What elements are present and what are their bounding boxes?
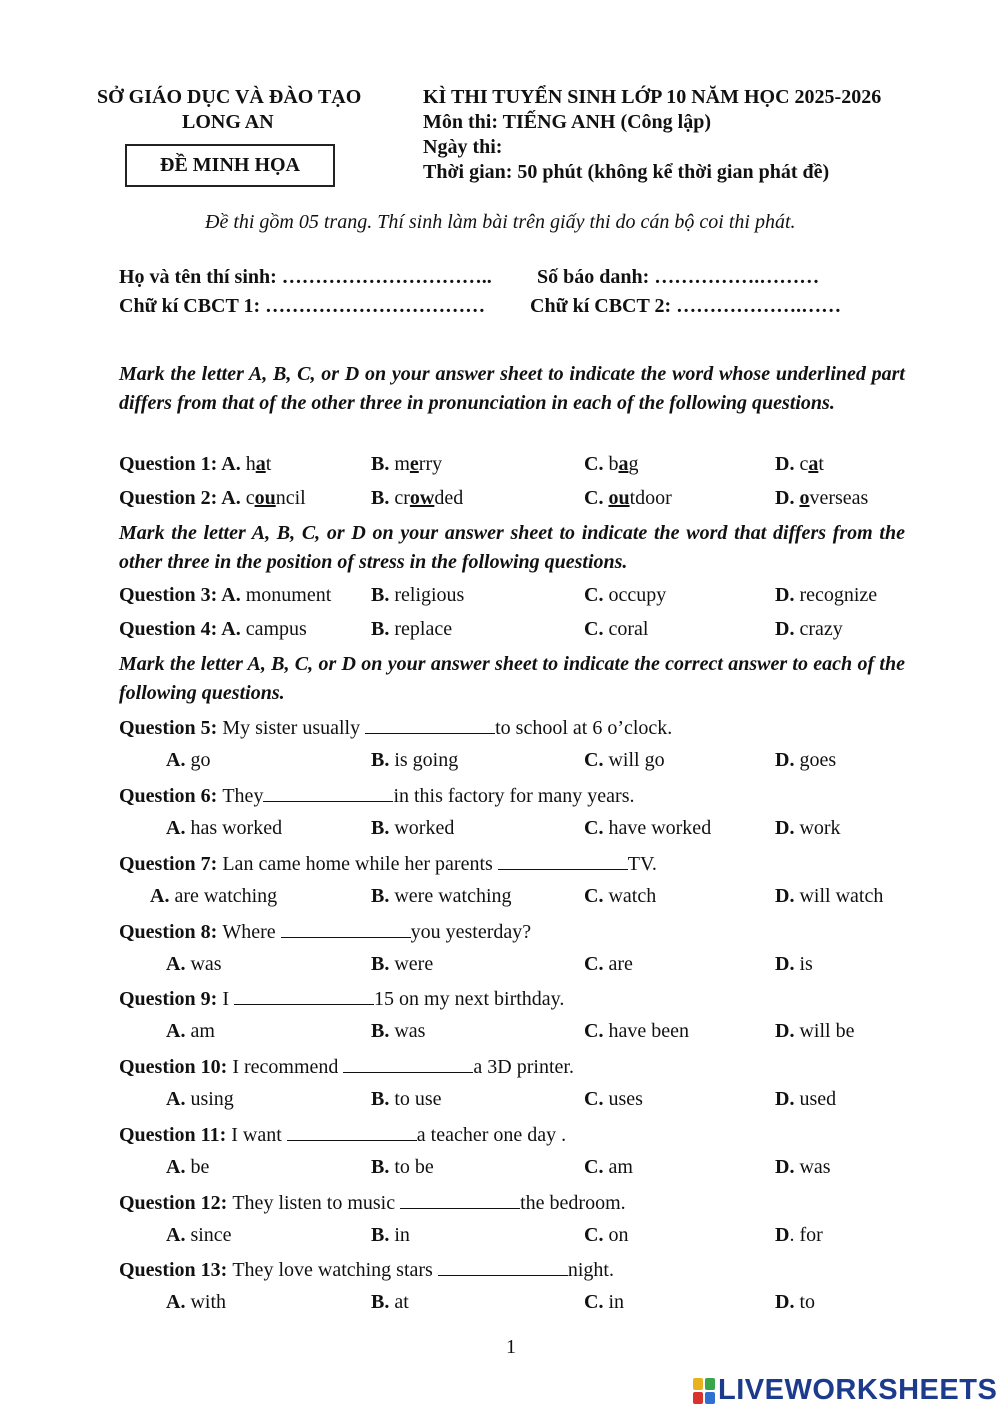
option-letter: D. <box>775 453 800 475</box>
option-letter: B. <box>371 885 395 907</box>
option-text: am <box>190 1020 215 1042</box>
proctor-signature-2: Chữ kí CBCT 2: ……………….…… <box>530 295 842 317</box>
answer-option <box>775 817 841 840</box>
underlined-sound: ow <box>409 487 435 509</box>
answer-blank[interactable] <box>438 1257 568 1276</box>
answer-option <box>775 1020 854 1043</box>
answer-option <box>166 1291 226 1314</box>
answer-option <box>371 817 454 840</box>
question-text: They <box>222 785 264 807</box>
exam-date: Ngày thi: <box>423 136 503 158</box>
option-text: campus <box>245 618 307 640</box>
answer-option <box>166 1224 232 1247</box>
question-stem <box>119 851 657 876</box>
question-option <box>371 453 442 476</box>
question-label: Question 10: <box>119 1056 233 1078</box>
answer-option <box>584 1224 628 1247</box>
answer-option <box>371 885 512 908</box>
question-stem <box>119 1054 574 1079</box>
option-letter: C. <box>584 885 609 907</box>
exam-note: Đề thi gồm 05 trang. Thí sinh làm bài trên giấy thi do cán bộ coi thi phát. <box>205 211 796 233</box>
question-label: Question 12: <box>119 1192 233 1214</box>
option-text: be <box>190 1156 210 1178</box>
option-text: were watching <box>394 885 512 907</box>
option-letter: A. <box>166 1291 191 1313</box>
option-letter: C. <box>584 1291 609 1313</box>
question-text: They listen to music <box>232 1192 401 1214</box>
question-label: Question 11: <box>119 1124 232 1146</box>
option-letter: B. <box>371 817 395 839</box>
option-letter: B. <box>371 618 395 640</box>
option-text: with <box>190 1291 227 1313</box>
option-letter: A. <box>166 749 191 771</box>
option-text: will go <box>608 749 665 771</box>
exam-duration: Thời gian: 50 phút (không kể thời gian phát đề) <box>423 161 830 183</box>
option-letter: A. <box>166 1088 191 1110</box>
question-option <box>584 453 638 476</box>
answer-option <box>166 817 282 840</box>
answer-blank[interactable] <box>263 783 393 802</box>
option-text: are watching <box>174 885 278 907</box>
question-text: Lan came home while her parents <box>222 853 498 875</box>
option-text: at <box>394 1291 409 1313</box>
option-letter: A. <box>166 953 191 975</box>
option-text: using <box>190 1088 234 1110</box>
option-text: has worked <box>190 817 283 839</box>
option-text: was <box>799 1156 831 1178</box>
option-text: have worked <box>608 817 712 839</box>
instruction-stress: Mark the letter A, B, C, or D on your answer sheet to indicate the word that differs from the other three in the position of stress in the following questions. <box>119 522 905 573</box>
question-option <box>584 487 672 510</box>
answer-blank[interactable] <box>234 986 374 1005</box>
answer-blank[interactable] <box>498 851 628 870</box>
option-letter: D. <box>775 749 800 771</box>
underlined-sound: ou <box>254 487 276 509</box>
option-text: to use <box>394 1088 442 1110</box>
answer-option <box>584 1020 689 1043</box>
option-letter: A. <box>221 584 246 606</box>
exam-title: KÌ THI TUYỂN SINH LỚP 10 NĂM HỌC 2025-2026 <box>423 86 882 108</box>
question-text: I want <box>231 1124 287 1146</box>
option-word: outdoor <box>608 487 672 509</box>
option-letter: D. <box>775 885 800 907</box>
option-word: merry <box>394 453 443 475</box>
instruction-correct-answer: Mark the letter A, B, C, or D on your answer sheet to indicate the correct answer to each of the following questions. <box>119 653 905 704</box>
option-text: monument <box>245 584 332 606</box>
option-word: crowded <box>394 487 464 509</box>
option-text: replace <box>394 618 453 640</box>
question-option <box>775 453 824 476</box>
answer-option <box>166 953 222 976</box>
option-letter: A. <box>150 885 175 907</box>
option-letter: C. <box>584 749 609 771</box>
question-text: I recommend <box>232 1056 344 1078</box>
answer-option <box>775 885 883 908</box>
answer-option <box>166 749 210 772</box>
liveworksheets-logo <box>693 1374 997 1407</box>
option-word: overseas <box>799 487 869 509</box>
option-text: are <box>608 953 633 975</box>
option-text: recognize <box>799 584 878 606</box>
question-text: a teacher one day . <box>416 1124 567 1146</box>
question-label: Question 5: <box>119 717 223 739</box>
option-text: uses <box>608 1088 643 1110</box>
question-label: Question 7: <box>119 853 223 875</box>
option-letter: C. <box>584 1088 609 1110</box>
question-option <box>584 584 666 607</box>
question-label: Question 4: <box>119 618 222 640</box>
option-text: coral <box>608 618 649 640</box>
answer-option <box>775 1291 815 1314</box>
question-text: to school at 6 o’clock. <box>495 717 673 739</box>
question-stem <box>119 1257 614 1282</box>
question-text: night. <box>567 1259 614 1281</box>
answer-option <box>166 1156 209 1179</box>
question-option <box>119 453 271 476</box>
answer-option <box>150 885 277 908</box>
option-letter: D <box>775 1224 790 1246</box>
question-label: Question 6: <box>119 785 223 807</box>
question-stem <box>119 919 531 944</box>
underlined-sound: a <box>808 453 819 475</box>
option-letter: A. <box>166 1020 191 1042</box>
question-option <box>119 618 307 641</box>
question-text: a 3D printer. <box>473 1056 574 1078</box>
question-option <box>371 487 463 510</box>
answer-option <box>584 1156 633 1179</box>
department-name: SỞ GIÁO DỤC VÀ ĐÀO TẠO <box>97 86 362 108</box>
answer-blank[interactable] <box>365 715 495 734</box>
question-option <box>775 584 877 607</box>
answer-option <box>584 953 633 976</box>
question-option <box>775 487 868 510</box>
answer-blank[interactable] <box>287 1122 417 1141</box>
option-letter: B. <box>371 1291 395 1313</box>
answer-blank[interactable] <box>400 1190 520 1209</box>
question-label: Question 1: <box>119 453 222 475</box>
option-letter: B. <box>371 453 395 475</box>
question-option <box>584 618 648 641</box>
option-letter: B. <box>371 1156 395 1178</box>
answer-option <box>166 1088 234 1111</box>
option-text: to <box>799 1291 816 1313</box>
question-text: the bedroom. <box>520 1192 626 1214</box>
answer-option <box>371 953 433 976</box>
answer-option <box>584 1291 624 1314</box>
sample-exam-badge: ĐỀ MINH HỌA <box>125 144 335 187</box>
option-text: have been <box>608 1020 689 1042</box>
answer-option <box>371 1020 425 1043</box>
question-text: Where <box>222 921 281 943</box>
option-letter: A. <box>166 1224 191 1246</box>
option-text: . for <box>789 1224 823 1246</box>
answer-option <box>584 817 711 840</box>
option-text: will watch <box>799 885 884 907</box>
option-text: on <box>608 1224 629 1246</box>
option-word: council <box>245 487 306 509</box>
option-letter: B. <box>371 953 395 975</box>
answer-option <box>775 1088 836 1111</box>
option-text: in <box>394 1224 410 1246</box>
question-text: 15 on my next birthday. <box>374 988 565 1010</box>
question-label: Question 8: <box>119 921 223 943</box>
option-letter: D. <box>775 1156 800 1178</box>
question-text: I <box>222 988 235 1010</box>
answer-option <box>775 953 813 976</box>
question-text: you yesterday? <box>410 921 532 943</box>
option-text: goes <box>799 749 837 771</box>
answer-blank[interactable] <box>343 1054 473 1073</box>
option-text: work <box>799 817 841 839</box>
answer-option <box>371 1291 409 1314</box>
option-letter: B. <box>371 1224 395 1246</box>
instruction-pronunciation: Mark the letter A, B, C, or D on your answer sheet to indicate the word whose underlined part differs from that of the other three in pronunciation in each of the following questions. <box>119 363 905 414</box>
answer-option <box>584 885 656 908</box>
question-label: Question 3: <box>119 584 222 606</box>
candidate-id-field: Số báo danh: …………….……… <box>537 266 820 288</box>
option-letter: D. <box>775 953 800 975</box>
province-name: LONG AN <box>182 111 274 133</box>
option-text: am <box>608 1156 633 1178</box>
question-stem <box>119 986 564 1011</box>
option-letter: B. <box>371 1088 395 1110</box>
option-letter: D. <box>775 1291 800 1313</box>
question-label: Question 9: <box>119 988 223 1010</box>
option-letter: A. <box>221 487 246 509</box>
option-text: were <box>394 953 434 975</box>
option-letter: A. <box>221 618 246 640</box>
underlined-sound: o <box>799 487 810 509</box>
question-label: Question 13: <box>119 1259 233 1281</box>
option-text: worked <box>394 817 455 839</box>
option-text: was <box>190 953 222 975</box>
option-letter: C. <box>584 618 609 640</box>
option-text: is <box>799 953 813 975</box>
page-number: 1 <box>506 1336 516 1358</box>
answer-option <box>371 749 458 772</box>
logo-text: LIVEWORKSHEETS <box>718 1374 998 1406</box>
option-letter: B. <box>371 749 395 771</box>
question-option <box>371 618 452 641</box>
option-letter: D. <box>775 817 800 839</box>
option-letter: D. <box>775 487 800 509</box>
option-letter: D. <box>775 618 800 640</box>
answer-option <box>775 749 836 772</box>
question-stem <box>119 783 634 808</box>
underlined-sound: ou <box>608 487 630 509</box>
option-letter: C. <box>584 1156 609 1178</box>
option-word: cat <box>799 453 824 475</box>
question-text: They love watching stars <box>232 1259 438 1281</box>
question-text: TV. <box>627 853 657 875</box>
option-letter: C. <box>584 584 609 606</box>
question-option <box>775 618 843 641</box>
option-letter: B. <box>371 1020 395 1042</box>
question-text: My sister usually <box>222 717 366 739</box>
option-letter: C. <box>584 1224 609 1246</box>
option-text: go <box>190 749 211 771</box>
underlined-sound: a <box>618 453 629 475</box>
option-letter: C. <box>584 487 609 509</box>
option-letter: C. <box>584 953 609 975</box>
question-option <box>119 584 331 607</box>
option-text: to be <box>394 1156 434 1178</box>
option-text: used <box>799 1088 837 1110</box>
option-letter: A. <box>166 1156 191 1178</box>
option-text: crazy <box>799 618 843 640</box>
proctor-signature-1: Chữ kí CBCT 1: …………………………… <box>119 295 486 317</box>
option-letter: C. <box>584 817 609 839</box>
option-text: since <box>190 1224 232 1246</box>
option-text: watch <box>608 885 657 907</box>
answer-option <box>775 1156 831 1179</box>
question-option <box>371 584 464 607</box>
question-option <box>119 487 306 510</box>
option-text: was <box>394 1020 426 1042</box>
option-letter: B. <box>371 487 395 509</box>
option-letter: B. <box>371 584 395 606</box>
candidate-name-field: Họ và tên thí sinh: ………………………….. <box>119 266 492 288</box>
option-text: occupy <box>608 584 667 606</box>
option-word: bag <box>608 453 639 475</box>
question-stem <box>119 1122 566 1147</box>
answer-option <box>775 1224 823 1247</box>
option-letter: C. <box>584 1020 609 1042</box>
underlined-sound: e <box>409 453 419 475</box>
exam-subject: Môn thi: TIẾNG ANH (Công lập) <box>423 111 712 133</box>
option-text: in <box>608 1291 625 1313</box>
answer-option <box>584 1088 643 1111</box>
question-stem <box>119 715 672 740</box>
logo-tiles-icon <box>693 1378 715 1404</box>
question-stem <box>119 1190 626 1215</box>
option-letter: D. <box>775 584 800 606</box>
option-text: religious <box>394 584 465 606</box>
answer-option <box>371 1156 434 1179</box>
option-letter: D. <box>775 1020 800 1042</box>
answer-option <box>371 1088 442 1111</box>
option-text: is going <box>394 749 459 771</box>
underlined-sound: a <box>255 453 266 475</box>
question-text: in this factory for many years. <box>393 785 635 807</box>
option-letter: A. <box>221 453 246 475</box>
option-letter: C. <box>584 453 609 475</box>
option-word: hat <box>245 453 272 475</box>
option-letter: D. <box>775 1088 800 1110</box>
question-label: Question 2: <box>119 487 222 509</box>
option-text: will be <box>799 1020 855 1042</box>
option-letter: A. <box>166 817 191 839</box>
answer-option <box>584 749 665 772</box>
answer-blank[interactable] <box>281 919 411 938</box>
answer-option <box>371 1224 410 1247</box>
answer-option <box>166 1020 215 1043</box>
